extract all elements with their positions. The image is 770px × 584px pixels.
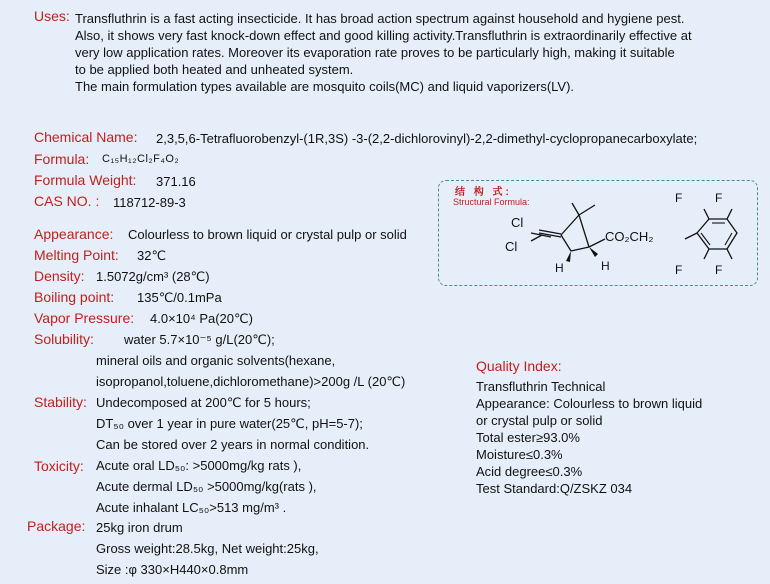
chlorine-1: Cl bbox=[511, 215, 524, 230]
structural-formula-box bbox=[438, 180, 758, 286]
ester-group: CO₂CH₂ bbox=[605, 229, 654, 244]
toxicity-line: Acute oral LD₅₀: >5000mg/kg rats ), bbox=[96, 458, 302, 473]
boiling-point-value: 135℃/0.1mPa bbox=[137, 290, 222, 305]
uses-line: Transfluthrin is a fast acting insecticide. It has broad action spectrum against household and hygiene pest. bbox=[75, 11, 685, 26]
structure-title-cn: 结 构 式: bbox=[455, 187, 512, 198]
uses-line: Also, it shows very fast knock-down effect and good killing activity.Transfluthrin is extraordinarily effective at bbox=[75, 28, 692, 43]
formula-label: Formula: bbox=[34, 151, 90, 167]
chemical-name-label: Chemical Name: bbox=[34, 129, 138, 145]
appearance-label: Appearance: bbox=[34, 226, 114, 242]
uses-label: Uses: bbox=[34, 8, 70, 24]
fluorine-4: F bbox=[675, 263, 683, 277]
structure-title-en: Structural Formula: bbox=[453, 197, 530, 207]
package-line: Gross weight:28.5kg, Net weight:25kg, bbox=[96, 541, 319, 556]
chlorine-2: Cl bbox=[505, 239, 518, 254]
stability-label: Stability: bbox=[34, 394, 87, 410]
formula-value: C₁₅H₁₂Cl₂F₄O₂ bbox=[102, 153, 180, 165]
melting-point-label: Melting Point: bbox=[34, 247, 119, 263]
solubility-line: water 5.7×10⁻⁵ g/L(20℃); bbox=[124, 332, 275, 347]
boiling-point-label: Boiling point: bbox=[34, 289, 115, 305]
formula-weight-label: Formula Weight: bbox=[34, 172, 137, 188]
formula-weight-value: 371.16 bbox=[156, 174, 196, 189]
quality-index-line: Total ester≥93.0% bbox=[476, 430, 580, 445]
structure-diagram bbox=[439, 181, 757, 285]
stability-line: DT₅₀ over 1 year in pure water(25℃, pH=5-7); bbox=[96, 416, 363, 431]
uses-line: to be applied both heated and unheated system. bbox=[75, 62, 354, 77]
package-label: Package: bbox=[27, 518, 86, 534]
toxicity-line: Acute dermal LD₅₀ >5000mg/kg(rats ), bbox=[96, 479, 317, 494]
fluorine-2: F bbox=[715, 191, 723, 205]
hydrogen-2: H bbox=[601, 259, 610, 273]
fluorine-3: F bbox=[715, 263, 723, 277]
solubility-label: Solubility: bbox=[34, 331, 94, 347]
chemical-name-value: 2,3,5,6-Tetrafluorobenzyl-(1R,3S) -3-(2,2-dichlorovinyl)-2,2-dimethyl-cyclopropanecarboxylate; bbox=[156, 131, 698, 146]
uses-description bbox=[75, 10, 755, 95]
package-line: Size :φ 330×H440×0.8mm bbox=[96, 562, 249, 577]
uses-line: The main formulation types available are mosquito coils(MC) and liquid vaporizers(LV). bbox=[75, 79, 575, 94]
appearance-value: Colourless to brown liquid or crystal pulp or solid bbox=[128, 227, 407, 242]
fluorine-1: F bbox=[675, 191, 683, 205]
toxicity-line: Acute inhalant LC₅₀>513 mg/m³ . bbox=[96, 500, 287, 515]
toxicity-label: Toxicity: bbox=[34, 458, 84, 474]
quality-index-line: Test Standard:Q/ZSKZ 034 bbox=[476, 481, 633, 496]
hydrogen-1: H bbox=[555, 261, 564, 275]
vapor-pressure-label: Vapor Pressure: bbox=[34, 310, 135, 326]
quality-index-line: Transfluthrin Technical bbox=[476, 379, 606, 394]
quality-index-label: Quality Index: bbox=[476, 358, 562, 374]
melting-point-value: 32℃ bbox=[137, 248, 167, 263]
density-value: 1.5072g/cm³ (28℃) bbox=[96, 269, 210, 284]
uses-line: very low application rates. Moreover its evaporation rate proves to be particularly high, making it suitable bbox=[75, 45, 675, 60]
stability-line: Undecomposed at 200℃ for 5 hours; bbox=[96, 395, 311, 410]
quality-index-line: Acid degree≤0.3% bbox=[476, 464, 583, 479]
density-label: Density: bbox=[34, 268, 85, 284]
package-line: 25kg iron drum bbox=[96, 520, 183, 535]
quality-index-line: Appearance: Colourless to brown liquid bbox=[476, 396, 703, 411]
quality-index-line: Moisture≤0.3% bbox=[476, 447, 563, 462]
cas-label: CAS NO. : bbox=[34, 193, 100, 209]
stability-line: Can be stored over 2 years in normal condition. bbox=[96, 437, 370, 452]
quality-index-line: or crystal pulp or solid bbox=[476, 413, 603, 428]
vapor-pressure-value: 4.0×10⁴ Pa(20℃) bbox=[150, 311, 253, 326]
solubility-line: mineral oils and organic solvents(hexane, bbox=[96, 353, 336, 368]
solubility-line: isopropanol,toluene,dichloromethane)>200g /L (20℃) bbox=[96, 374, 406, 389]
cas-value: 118712-89-3 bbox=[113, 195, 186, 210]
